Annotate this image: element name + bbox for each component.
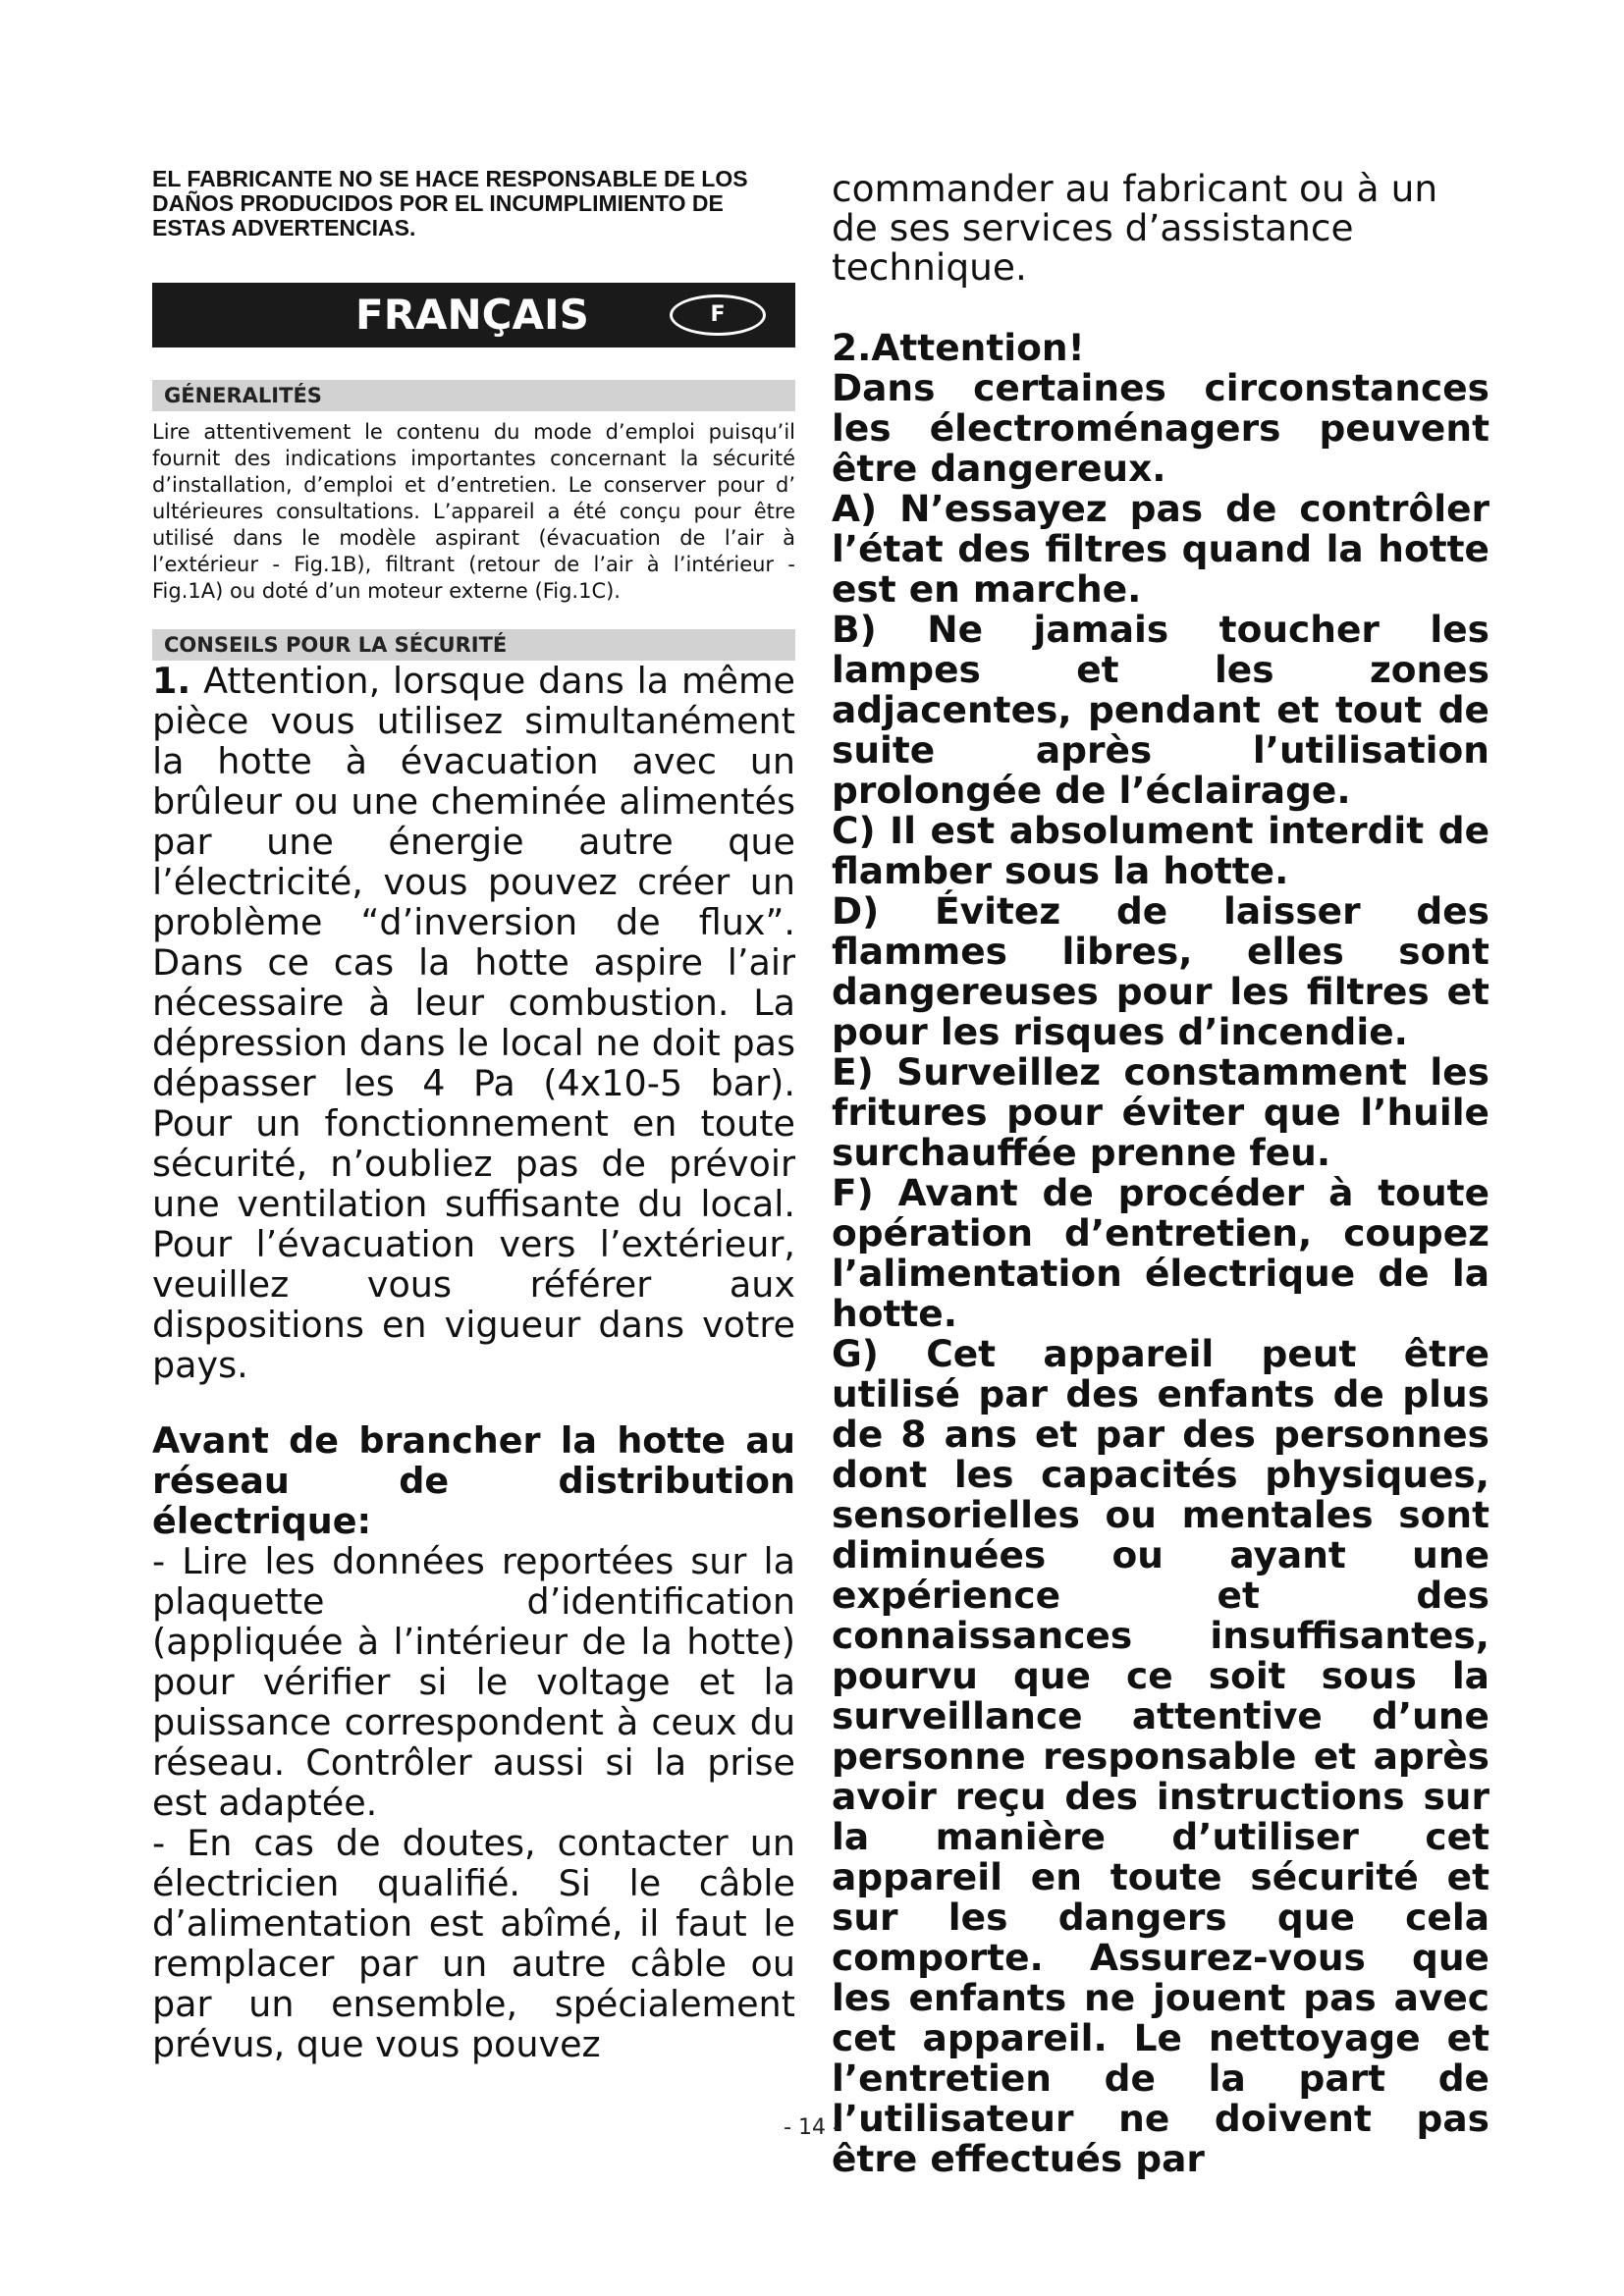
- instruction-bullet-2: - En cas de doutes, contacter un électricien qualifié. Si le câble d’alimentation est abîmé, il faut le remplacer par un autre câble ou par un ensemble, spécialement prévus, que vous pouvez: [152, 1822, 795, 2065]
- safety-point-b: B) Ne jamais toucher les lampes et les zones adjacentes, pendant et tout de suite après l’utilisation prolongée de l’éclairage.: [832, 608, 1489, 812]
- language-header-bar: [152, 283, 795, 347]
- section-heading-conseils: CONSEILS POUR LA SÉCURITÉ: [152, 629, 795, 661]
- section-heading-generalites: GÉNERALITÉS: [152, 380, 795, 411]
- page-number: - 14 -: [784, 2115, 840, 2140]
- safety-item-1: [152, 661, 795, 1385]
- right-column: [832, 169, 1489, 2179]
- generalites-text: Lire attentivement le contenu du mode d’emploi puisqu’il fournit des indications importantes concernant la sécurité d’installation, d’emploi et d’entretien. Le conserver pour d’ ultérieures consultations. L’appareil a été conçu pour être utilisé dans le modèle aspirant (évacuation de l’air à l’extérieur - Fig.1B), filtrant (retour de l’air à l’intérieur - Fig.1A) ou doté d’un moteur externe (Fig.1C).: [152, 420, 795, 603]
- safety-point-f: F) Avant de procéder à toute opération d’entretien, coupez l’alimentation électrique de la hotte.: [832, 1171, 1489, 1335]
- safety-point-d: D) Évitez de laisser des flammes libres, elles sont dangereuses pour les filtres et pour les risques d’incendie.: [832, 889, 1489, 1053]
- manufacturer-warning: EL FABRICANTE NO SE HACE RESPONSABLE DE LOS DAÑOS PRODUCIDOS POR EL INCUMPLIMIENTO DE ESTAS ADVERTENCIAS.: [152, 166, 748, 240]
- safety-point-e: E) Surveillez constamment les fritures pour éviter que l’huile surchauffée prenne feu.: [832, 1050, 1489, 1174]
- language-title: FRANÇAIS: [355, 291, 589, 339]
- safety-point-g: G) Cet appareil peut être utilisé par des enfants de plus de 8 ans et par des personnes dont les capacités physiques, sensorielles ou mentales sont diminuées ou ayant une expérience et des connaissances insuffisantes, pourvu que ce soit sous la surveillance attentive d’une personne responsable et après avoir reçu des instructions sur la manière d’utiliser cet appareil en toute sécurité et sur les dangers que cela comporte. Assurez-vous que les enfants ne jouent pas avec cet appareil. Le nettoyage et l’entretien de la part de l’utilisateur ne doivent pas être effectués par: [832, 1332, 1489, 2180]
- language-badge: F: [670, 294, 766, 336]
- safety-point-c: C) Il est absolument interdit de flamber sous la hotte.: [832, 809, 1489, 892]
- safety-item-1-number: 1.: [152, 660, 191, 702]
- safety-item-1-text: Attention, lorsque dans la même pièce vous utilisez simultanément la hotte à évacuation avec un brûleur ou une cheminée alimentés par une énergie autre que l’électricité, vous pouvez créer un problème “d’inversion de flux”. Dans ce cas la hotte aspire l’air nécessaire à leur combustion. La dépression dans le local ne doit pas dépasser les 4 Pa (4x10-5 bar). Pour un fonctionnement en toute sécurité, n’oubliez pas de prévoir une ventilation suffisante du local. Pour l’évacuation vers l’extérieur, veuillez vous référer aux dispositions en vigueur dans votre pays.: [152, 660, 795, 1386]
- safety-item-2-intro: Dans certaines circonstances les électroménagers peuvent être dangereux.: [832, 366, 1489, 490]
- continuation-text: commander au fabricant ou à un de ses services d’assistance technique.: [832, 167, 1438, 289]
- safety-item-2-title: 2.Attention!: [832, 326, 1085, 369]
- before-connecting-heading: Avant de brancher la hotte au réseau de distribution électrique:: [152, 1419, 795, 1542]
- instruction-bullet-1: - Lire les données reportées sur la plaquette d’identification (appliquée à l’intérieur de la hotte) pour vérifier si le voltage et la puissance correspondent à ceux du réseau. Contrôler aussi si la prise est adaptée.: [152, 1540, 795, 1824]
- safety-point-a: A) N’essayez pas de contrôler l’état des filtres quand la hotte est en marche.: [832, 487, 1489, 611]
- left-column: [152, 167, 795, 2064]
